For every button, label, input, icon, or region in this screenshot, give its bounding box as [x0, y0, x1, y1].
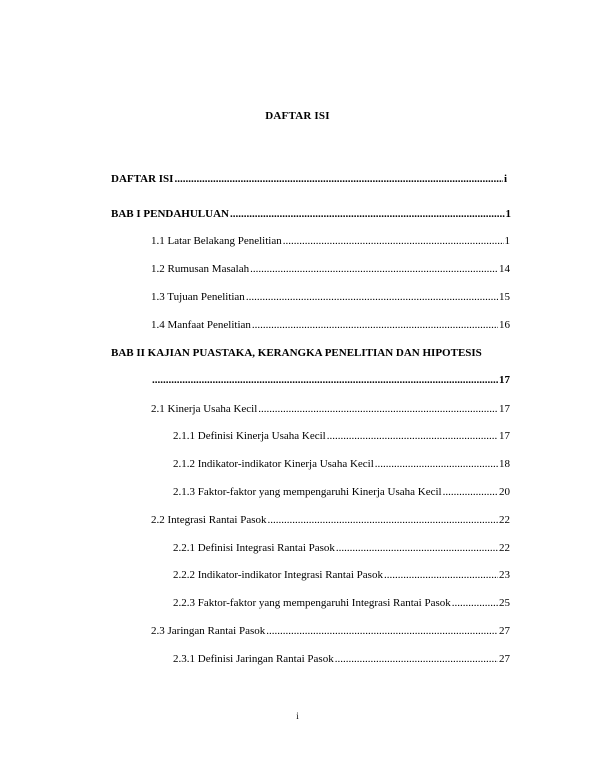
- toc-label: 1.4 Manfaat Penelitian: [151, 319, 251, 331]
- toc-page-number: 17: [499, 403, 510, 415]
- toc-label: 2.1 Kinerja Usaha Kecil: [151, 403, 258, 415]
- toc-leader: [230, 207, 505, 221]
- toc-page-number: 20: [499, 486, 510, 498]
- toc-leader: [452, 596, 498, 610]
- toc-label: 2.3 Jaringan Rantai Pasok: [151, 625, 266, 637]
- toc-page-number: 14: [499, 263, 510, 275]
- toc-page-number: 22: [499, 514, 510, 526]
- toc-label: 2.2.2 Indikator-indikator Integrasi Rantai Pasok: [173, 569, 383, 581]
- toc-leader: [258, 402, 498, 416]
- toc-page-number: 1: [504, 235, 510, 247]
- toc-leader: [335, 652, 498, 666]
- toc-entry-2-2-1[interactable]: [173, 541, 510, 555]
- footer-page-number: i: [296, 711, 299, 721]
- toc-entry-2-1[interactable]: [151, 402, 510, 416]
- toc-leader: [283, 234, 504, 248]
- toc-entry-2-3-1[interactable]: [173, 652, 510, 666]
- toc-label: 2.1.2 Indikator-indikator Kinerja Usaha Kecil: [173, 458, 374, 470]
- toc-page-number: 27: [499, 625, 510, 637]
- toc-entry-2-3[interactable]: [151, 624, 510, 638]
- toc-entry-1-3[interactable]: [151, 290, 510, 304]
- toc-leader: [443, 485, 498, 499]
- toc-entry-bab-2-leader[interactable]: [151, 373, 510, 387]
- toc-leader: [152, 373, 498, 387]
- toc-page-number: i: [503, 173, 507, 185]
- toc-label: 2.3.1 Definisi Jaringan Rantai Pasok: [173, 653, 334, 665]
- toc-leader: [266, 624, 498, 638]
- toc-label: 2.1.3 Faktor-faktor yang mempengaruhi Kinerja Usaha Kecil: [173, 486, 442, 498]
- toc-leader: [250, 262, 498, 276]
- toc-page-number: 18: [499, 458, 510, 470]
- toc-leader: [174, 172, 502, 186]
- toc-page-number: 15: [499, 291, 510, 303]
- toc-entry-daftar-isi[interactable]: [111, 172, 507, 186]
- toc-page-number: 16: [499, 319, 510, 331]
- toc-entry-2-1-3[interactable]: [173, 485, 510, 499]
- toc-page-number: 17: [499, 374, 510, 386]
- toc-label: 2.2 Integrasi Rantai Pasok: [151, 514, 267, 526]
- toc-leader: [327, 429, 498, 443]
- toc-page-number: 17: [499, 430, 510, 442]
- toc-page-number: 1: [505, 208, 511, 220]
- toc-entry-bab-2-heading[interactable]: BAB II KAJIAN PUASTAKA, KERANGKA PENELITIAN DAN HIPOTESIS: [111, 347, 482, 359]
- toc-leader: [246, 290, 498, 304]
- toc-label: DAFTAR ISI: [111, 173, 174, 185]
- toc-label: 1.2 Rumusan Masalah: [151, 263, 250, 275]
- toc-leader: [252, 318, 498, 332]
- page-title: DAFTAR ISI: [265, 110, 330, 122]
- toc-entry-2-2-3[interactable]: [173, 596, 510, 610]
- toc-page-number: 27: [499, 653, 510, 665]
- toc-leader: [375, 457, 498, 471]
- toc-page-number: 23: [499, 569, 510, 581]
- toc-entry-2-1-1[interactable]: [173, 429, 510, 443]
- toc-leader: [336, 541, 498, 555]
- toc-label: 2.2.1 Definisi Integrasi Rantai Pasok: [173, 542, 335, 554]
- toc-label: BAB I PENDAHULUAN: [111, 208, 229, 220]
- toc-leader: [267, 513, 498, 527]
- toc-page-number: 22: [499, 542, 510, 554]
- toc-label: 1.3 Tujuan Penelitian: [151, 291, 245, 303]
- toc-entry-1-1[interactable]: [151, 234, 510, 248]
- toc-entry-2-1-2[interactable]: [173, 457, 510, 471]
- toc-entry-2-2-2[interactable]: [173, 568, 510, 582]
- toc-entry-1-2[interactable]: [151, 262, 510, 276]
- toc-entry-2-2[interactable]: [151, 513, 510, 527]
- toc-leader: [384, 568, 498, 582]
- toc-label: 2.2.3 Faktor-faktor yang mempengaruhi Integrasi Rantai Pasok: [173, 597, 451, 609]
- toc-label: 2.1.1 Definisi Kinerja Usaha Kecil: [173, 430, 326, 442]
- toc-entry-bab-1[interactable]: [111, 207, 511, 221]
- toc-label: 1.1 Latar Belakang Penelitian: [151, 235, 282, 247]
- toc-page-number: 25: [499, 597, 510, 609]
- toc-entry-1-4[interactable]: [151, 318, 510, 332]
